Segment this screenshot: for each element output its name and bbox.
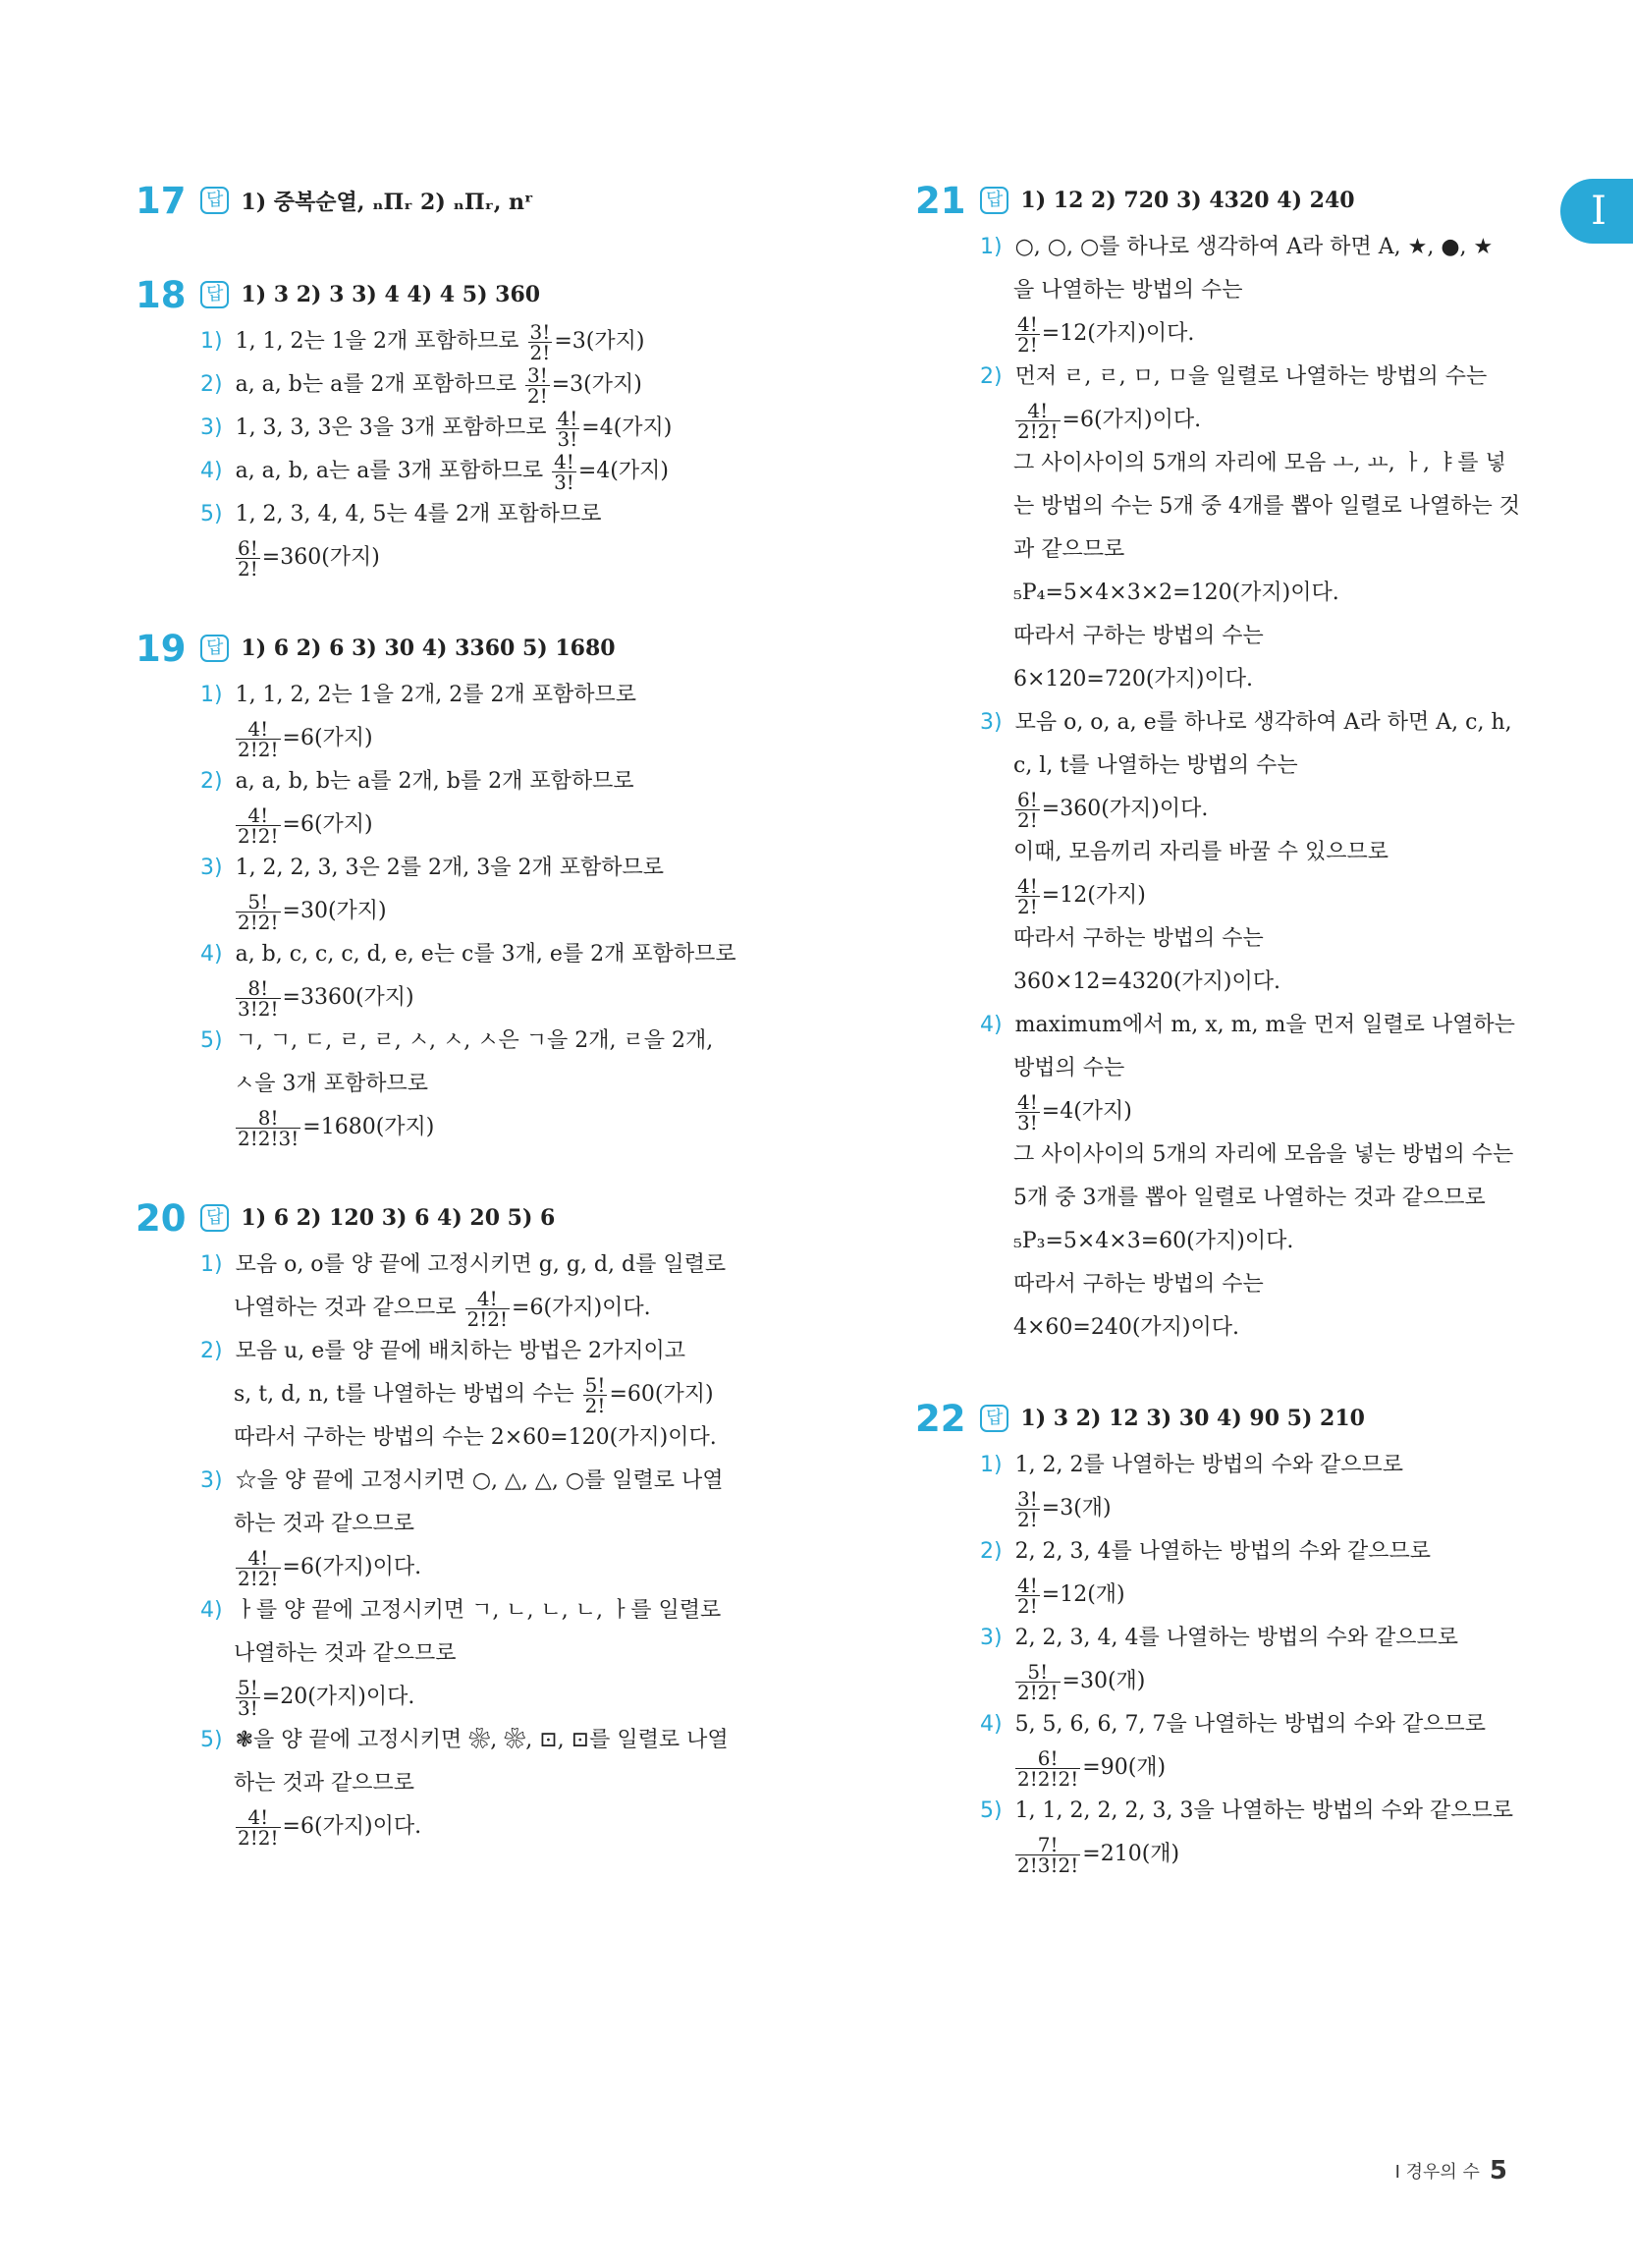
solution-line: 2) a, a, b, b는 a를 2개, b를 2개 포함하므로 <box>200 769 634 794</box>
solution-line: 하는 것과 같으므로 <box>234 1512 415 1536</box>
solution-line: ㅅ을 3개 포함하므로 <box>234 1072 428 1096</box>
left-column <box>136 175 813 1892</box>
answer-badge: 답 <box>200 281 229 308</box>
answer-badge: 답 <box>200 635 229 662</box>
problem-number: 17 <box>136 179 187 222</box>
answer-summary: 1) 3 2) 12 3) 30 4) 90 5) 210 <box>1020 1406 1365 1431</box>
solution-line: 이때, 모음끼리 자리를 바꿀 수 있으므로 <box>1013 840 1388 864</box>
solution-line: 나열하는 것과 같으므로 $\frac{4!}{2!2!}$ =6(가지)이다. <box>234 1286 651 1331</box>
answer-summary: 1) 12 2) 720 3) 4320 4) 240 <box>1020 188 1355 213</box>
page-number: 5 <box>1489 2156 1507 2185</box>
solution-equation: $\frac{8!}{2!2!3!}$ =1680(가지) <box>238 1105 435 1150</box>
answer-badge: 답 <box>200 1204 229 1232</box>
problem-21 <box>915 175 1593 1350</box>
solution-equation: $\frac{8!}{3!2!}$ =3360(가지) <box>238 975 414 1021</box>
answer-badge: 답 <box>980 1405 1008 1432</box>
solution-equation: $\frac{7!}{2!3!2!}$ =210(개) <box>1017 1832 1180 1877</box>
solution-line: 2) a, a, b는 a를 2개 포함하므로 $\frac{3!}{2!}$ =3(가지) <box>200 362 642 408</box>
solution-equation: $\frac{6!}{2!2!2!}$ =90(개) <box>1017 1745 1167 1791</box>
solution-line: 5) ㄱ, ㄱ, ㄷ, ㄹ, ㄹ, ㅅ, ㅅ, ㅅ은 ㄱ을 2개, ㄹ을 2개, <box>200 1028 714 1053</box>
solution-line: 3) 모음 o, o, a, e를 하나로 생각하여 A라 하면 A, c, h, <box>980 710 1512 735</box>
problem-17 <box>136 175 813 226</box>
solution-line: 3) 1, 2, 2, 3, 3은 2를 2개, 3을 2개 포함하므로 <box>200 856 664 880</box>
solution-equation: $\frac{6!}{2!}$ =360(가지)이다. <box>1017 787 1209 832</box>
solution-line: c, l, t를 나열하는 방법의 수는 <box>1013 753 1298 778</box>
solution-line: 2) 2, 2, 3, 4를 나열하는 방법의 수와 같으므로 <box>980 1539 1432 1564</box>
solution-line: 따라서 구하는 방법의 수는 <box>1013 624 1264 648</box>
answer-summary: 1) 6 2) 6 3) 30 4) 3360 5) 1680 <box>241 636 616 661</box>
solution-line: 4) 5, 5, 6, 6, 7, 7을 나열하는 방법의 수와 같으므로 <box>980 1712 1486 1737</box>
solution-line: 그 사이사이의 5개의 자리에 모음 ㅗ, ㅛ, ㅏ, ㅑ를 넣 <box>1013 451 1506 475</box>
problem-22 <box>915 1393 1593 1876</box>
solution-line: ₅P₄=5×4×3×2=120(가지)이다. <box>1013 581 1339 605</box>
problem-number: 22 <box>915 1397 966 1440</box>
solution-equation: $\frac{5!}{2!2!}$ =30(가지) <box>238 889 387 934</box>
solution-line: 5) 1, 2, 3, 4, 4, 5는 4를 2개 포함하므로 <box>200 502 602 526</box>
solution-equation: $\frac{6!}{2!}$ =360(가지) <box>238 535 380 581</box>
solution-equation: $\frac{4!}{2!}$ =12(가지)이다. <box>1017 311 1195 357</box>
solution-line: 는 방법의 수는 5개 중 4개를 뽑아 일렬로 나열하는 것 <box>1013 494 1520 519</box>
problem-number: 20 <box>136 1196 187 1240</box>
solution-line: 그 사이사이의 5개의 자리에 모음을 넣는 방법의 수는 <box>1013 1142 1514 1167</box>
solution-equation: $\frac{4!}{2!}$ =12(개) <box>1017 1573 1125 1618</box>
problem-20 <box>136 1192 813 1849</box>
solution-line: 3) ☆을 양 끝에 고정시키면 ○, △, △, ○를 일렬로 나열 <box>200 1468 724 1493</box>
solution-line: 5) ❃을 양 끝에 고정시키면 ❀, ❀, ⊡, ⊡를 일렬로 나열 <box>200 1728 729 1752</box>
problem-18 <box>136 269 813 580</box>
solution-equation: $\frac{4!}{2!2!}$ =6(가지)이다. <box>1017 398 1202 443</box>
solution-equation: $\frac{5!}{2!2!}$ =30(개) <box>1017 1659 1146 1704</box>
solution-equation: $\frac{4!}{2!2!}$ =6(가지)이다. <box>238 1804 422 1850</box>
solution-line: s, t, d, n, t를 나열하는 방법의 수는 $\frac{5!}{2!}$ =60(가지) <box>234 1372 714 1417</box>
solution-line: 3) 2, 2, 3, 4, 4를 나열하는 방법의 수와 같으므로 <box>980 1626 1459 1650</box>
solution-line: 1) 1, 1, 2는 1을 2개 포함하므로 $\frac{3!}{2!}$ =3(가지) <box>200 319 645 364</box>
solution-line: 과 같으므로 <box>1013 537 1125 562</box>
solution-line: 1) 모음 o, o를 양 끝에 고정시키면 g, g, d, d를 일렬로 <box>200 1252 727 1277</box>
solution-equation: $\frac{4!}{2!2!}$ =6(가지) <box>238 802 373 848</box>
solution-line: 5개 중 3개를 뽑아 일렬로 나열하는 것과 같으므로 <box>1013 1186 1486 1210</box>
answer-badge: 답 <box>980 187 1008 214</box>
solution-equation: $\frac{5!}{3!}$ =20(가지)이다. <box>238 1675 415 1720</box>
problem-number: 19 <box>136 627 187 670</box>
solution-line: 5) 1, 1, 2, 2, 2, 3, 3을 나열하는 방법의 수와 같으므로 <box>980 1798 1513 1823</box>
solution-line: 4) a, b, c, c, c, d, e, e는 c를 3개, e를 2개 포함하므로 <box>200 942 736 967</box>
solution-equation: $\frac{4!}{2!}$ =12(가지) <box>1017 873 1146 918</box>
solution-line: 4×60=240(가지)이다. <box>1013 1315 1240 1340</box>
solution-line: 따라서 구하는 방법의 수는 <box>1013 926 1264 951</box>
answer-summary: 1) 6 2) 120 3) 6 4) 20 5) 6 <box>241 1205 556 1231</box>
answer-badge: 답 <box>200 187 229 214</box>
solution-line: 따라서 구하는 방법의 수는 <box>1013 1272 1264 1297</box>
solution-line: 을 나열하는 방법의 수는 <box>1013 278 1243 303</box>
solution-equation: $\frac{4!}{2!2!}$ =6(가지) <box>238 716 373 761</box>
solution-line: 360×12=4320(가지)이다. <box>1013 969 1281 994</box>
problem-number: 18 <box>136 273 187 316</box>
solution-line: 방법의 수는 <box>1013 1056 1125 1080</box>
solution-line: 4) ㅏ를 양 끝에 고정시키면 ㄱ, ㄴ, ㄴ, ㄴ, ㅏ를 일렬로 <box>200 1598 722 1623</box>
solution-line: 따라서 구하는 방법의 수는 2×60=120(가지)이다. <box>234 1425 717 1450</box>
solution-equation: $\frac{4!}{3!}$ =4(가지) <box>1017 1089 1132 1134</box>
right-column <box>915 175 1593 1919</box>
answer-summary: 1) 중복순열, ₙΠᵣ 2) ₙΠᵣ, nʳ <box>241 189 534 215</box>
solution-equation: $\frac{3!}{2!}$ =3(개) <box>1017 1486 1112 1531</box>
solution-line: 3) 1, 3, 3, 3은 3을 3개 포함하므로 $\frac{4!}{3!}$ =4(가지) <box>200 406 673 451</box>
solution-line: 1) 1, 1, 2, 2는 1을 2개, 2를 2개 포함하므로 <box>200 683 636 707</box>
solution-line: 2) 모음 u, e를 양 끝에 배치하는 방법은 2가지이고 <box>200 1339 685 1363</box>
chapter-tab: I <box>1560 179 1633 244</box>
solution-line: 1) ○, ○, ○를 하나로 생각하여 A라 하면 A, ★, ●, ★ <box>980 235 1494 259</box>
problem-number: 21 <box>915 179 966 222</box>
page-footer <box>1395 2156 1507 2185</box>
answer-summary: 1) 3 2) 3 3) 4 4) 4 5) 360 <box>241 282 541 307</box>
problem-19 <box>136 623 813 1149</box>
solution-line: 하는 것과 같으므로 <box>234 1771 415 1796</box>
solution-line: 4) maximum에서 m, x, m, m을 먼저 일렬로 나열하는 <box>980 1013 1515 1037</box>
chapter-label: I 경우의 수 <box>1394 2162 1480 2183</box>
solution-equation: $\frac{4!}{2!2!}$ =6(가지)이다. <box>238 1545 422 1590</box>
solution-line: ₅P₃=5×4×3=60(가지)이다. <box>1013 1229 1294 1253</box>
solution-line: 4) a, a, b, a는 a를 3개 포함하므로 $\frac{4!}{3!}$ =4(가지) <box>200 449 669 494</box>
solution-line: 2) 먼저 ㄹ, ㄹ, ㅁ, ㅁ을 일렬로 나열하는 방법의 수는 <box>980 364 1488 389</box>
solution-line: 6×120=720(가지)이다. <box>1013 667 1254 691</box>
solution-line: 나열하는 것과 같으므로 <box>234 1641 457 1666</box>
solution-line: 1) 1, 2, 2를 나열하는 방법의 수와 같으므로 <box>980 1453 1404 1477</box>
